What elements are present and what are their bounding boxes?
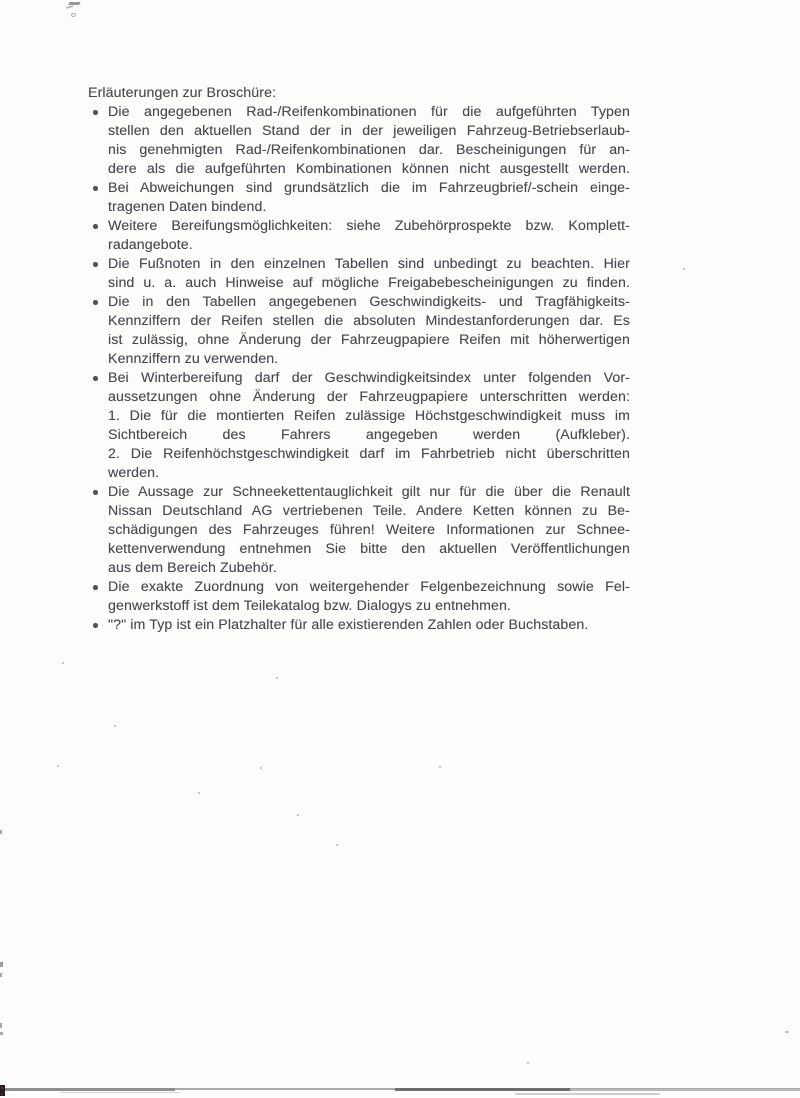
ink-blob-artifact [0,1085,5,1096]
scanner-edge-line-dash [515,1093,660,1095]
text-line: Sichtbereich des Fahrers angegeben werden (Aufkleber). [108,427,630,443]
text-line: Kennziffern zu verwenden. [108,351,279,367]
scan-edge-speck [0,1023,2,1028]
text-line: aus dem Bereich Zubehör. [108,560,277,576]
scan-speck [297,814,299,816]
bullet-dot-icon [93,110,98,115]
text-line: kettenverwendung entnehmen Sie bitte den aktuellen Veröffentlichungen [108,541,630,557]
scan-speck [276,677,278,679]
bullet-dot-icon [93,623,98,628]
text-line: stellen den aktuellen Stand der in der jeweiligen Fahrzeug-Betriebserlaub- [108,123,630,139]
bullet-item [88,578,630,616]
document-title: Erläuterungen zur Broschüre: [88,85,277,101]
scan-speck [260,767,262,769]
text-line: 2. Die Reifenhöchstgeschwindigkeit darf im Fahrbetrieb nicht überschritten [108,446,630,462]
text-line: werden. [108,465,160,481]
scanner-edge-line-dash [60,1092,180,1093]
scan-edge-speck [0,830,2,834]
scan-edge-speck [0,962,3,967]
scan-speck [527,1062,529,1064]
text-line: Bei Winterbereifung darf der Geschwindigkeitsindex unter folgenden Vor- [108,370,630,386]
bullet-item [88,255,630,293]
text-line: 1. Die für die montierten Reifen zulässige Höchstgeschwindigkeit muss im [108,408,630,424]
text-line: Bei Abweichungen sind grundsätzlich die im Fahrzeugbrief/-schein einge- [108,180,630,196]
text-line: aussetzungen ohne Änderung der Fahrzeugpapiere unterschritten werden: [108,389,630,405]
scan-speck [336,844,338,846]
scanner-edge-line-segment [0,1088,175,1091]
text-line: tragenen Daten bindend. [108,199,267,215]
text-line: "?" im Typ ist ein Platzhalter für alle existierenden Zahlen oder Buchstaben. [108,617,589,633]
bullet-dot-icon [93,300,98,305]
bullet-item [88,483,630,578]
scanner-edge-line-segment [395,1088,570,1092]
bullet-dot-icon [93,262,98,267]
text-line: Die in den Tabellen angegebenen Geschwindigkeits- und Tragfähigkeits- [108,294,630,310]
document-content [88,84,630,635]
ink-blob-artifact [1,1087,3,1089]
bullet-item [88,217,630,255]
text-line: schädigungen des Fahrzeuges führen! Weitere Informationen zur Schnee- [108,522,630,538]
bullet-dot-icon [93,224,98,229]
text-line: nis genehmigten Rad-/Reifenkombinationen dar. Bescheinigungen für an- [108,142,630,158]
text-line: Die angegebenen Rad-/Reifenkombinationen für die aufgeführten Typen [108,104,630,120]
bullet-dot-icon [93,376,98,381]
scan-speck [683,268,685,270]
text-line: Weitere Bereifungsmöglichkeiten: siehe Zubehörprospekte bzw. Komplett- [108,218,630,234]
text-line: Die Fußnoten in den einzelnen Tabellen sind unbedingt zu beachten. Hier [108,256,630,272]
bullet-item [88,293,630,369]
text-line: Nissan Deutschland AG vertriebenen Teile. Andere Ketten können zu Be- [108,503,630,519]
text-line: genwerkstoff ist dem Teilekatalog bzw. Dialogys zu entnehmen. [108,598,512,614]
bullet-item [88,103,630,179]
bullet-list [88,103,630,635]
text-line: Die exakte Zuordnung von weitergehender Felgenbezeichnung sowie Fel- [108,579,630,595]
bullet-dot-icon [93,490,98,495]
text-line: Die Aussage zur Schneekettentauglichkeit gilt nur für die über die Renault [108,484,630,500]
scan-edge-speck [0,973,2,977]
scan-smudge-top [71,13,76,17]
scanner-edge-line-segment [570,1089,800,1091]
bullet-dot-icon [93,585,98,590]
scan-speck [785,1031,789,1033]
scan-speck [57,765,59,767]
scan-speck [114,725,116,727]
scan-smudge-top [68,2,80,5]
bullet-dot-icon [93,186,98,191]
bullet-item [88,369,630,483]
scan-speck [62,662,64,664]
ink-blob-artifact [1,1093,3,1095]
scanner-edge-line [0,1088,800,1090]
text-line: sind u. a. auch Hinweise auf mögliche Freigabebescheinigungen zu finden. [108,275,630,291]
text-line: radangebote. [108,237,193,253]
scan-speck [439,766,441,768]
text-line: dere als die aufgeführten Kombinationen können nicht ausgestellt werden. [108,161,630,177]
text-line: Kennziffern der Reifen stellen die absoluten Mindestanforderungen dar. Es [108,313,630,329]
bullet-item [88,179,630,217]
text-line: ist zulässig, ohne Änderung der Fahrzeugpapiere Reifen mit höherwertigen [108,332,630,348]
scan-smudge-top [66,5,73,9]
bullet-item [88,616,630,635]
scan-edge-speck [0,1032,3,1035]
scan-speck [198,792,200,794]
